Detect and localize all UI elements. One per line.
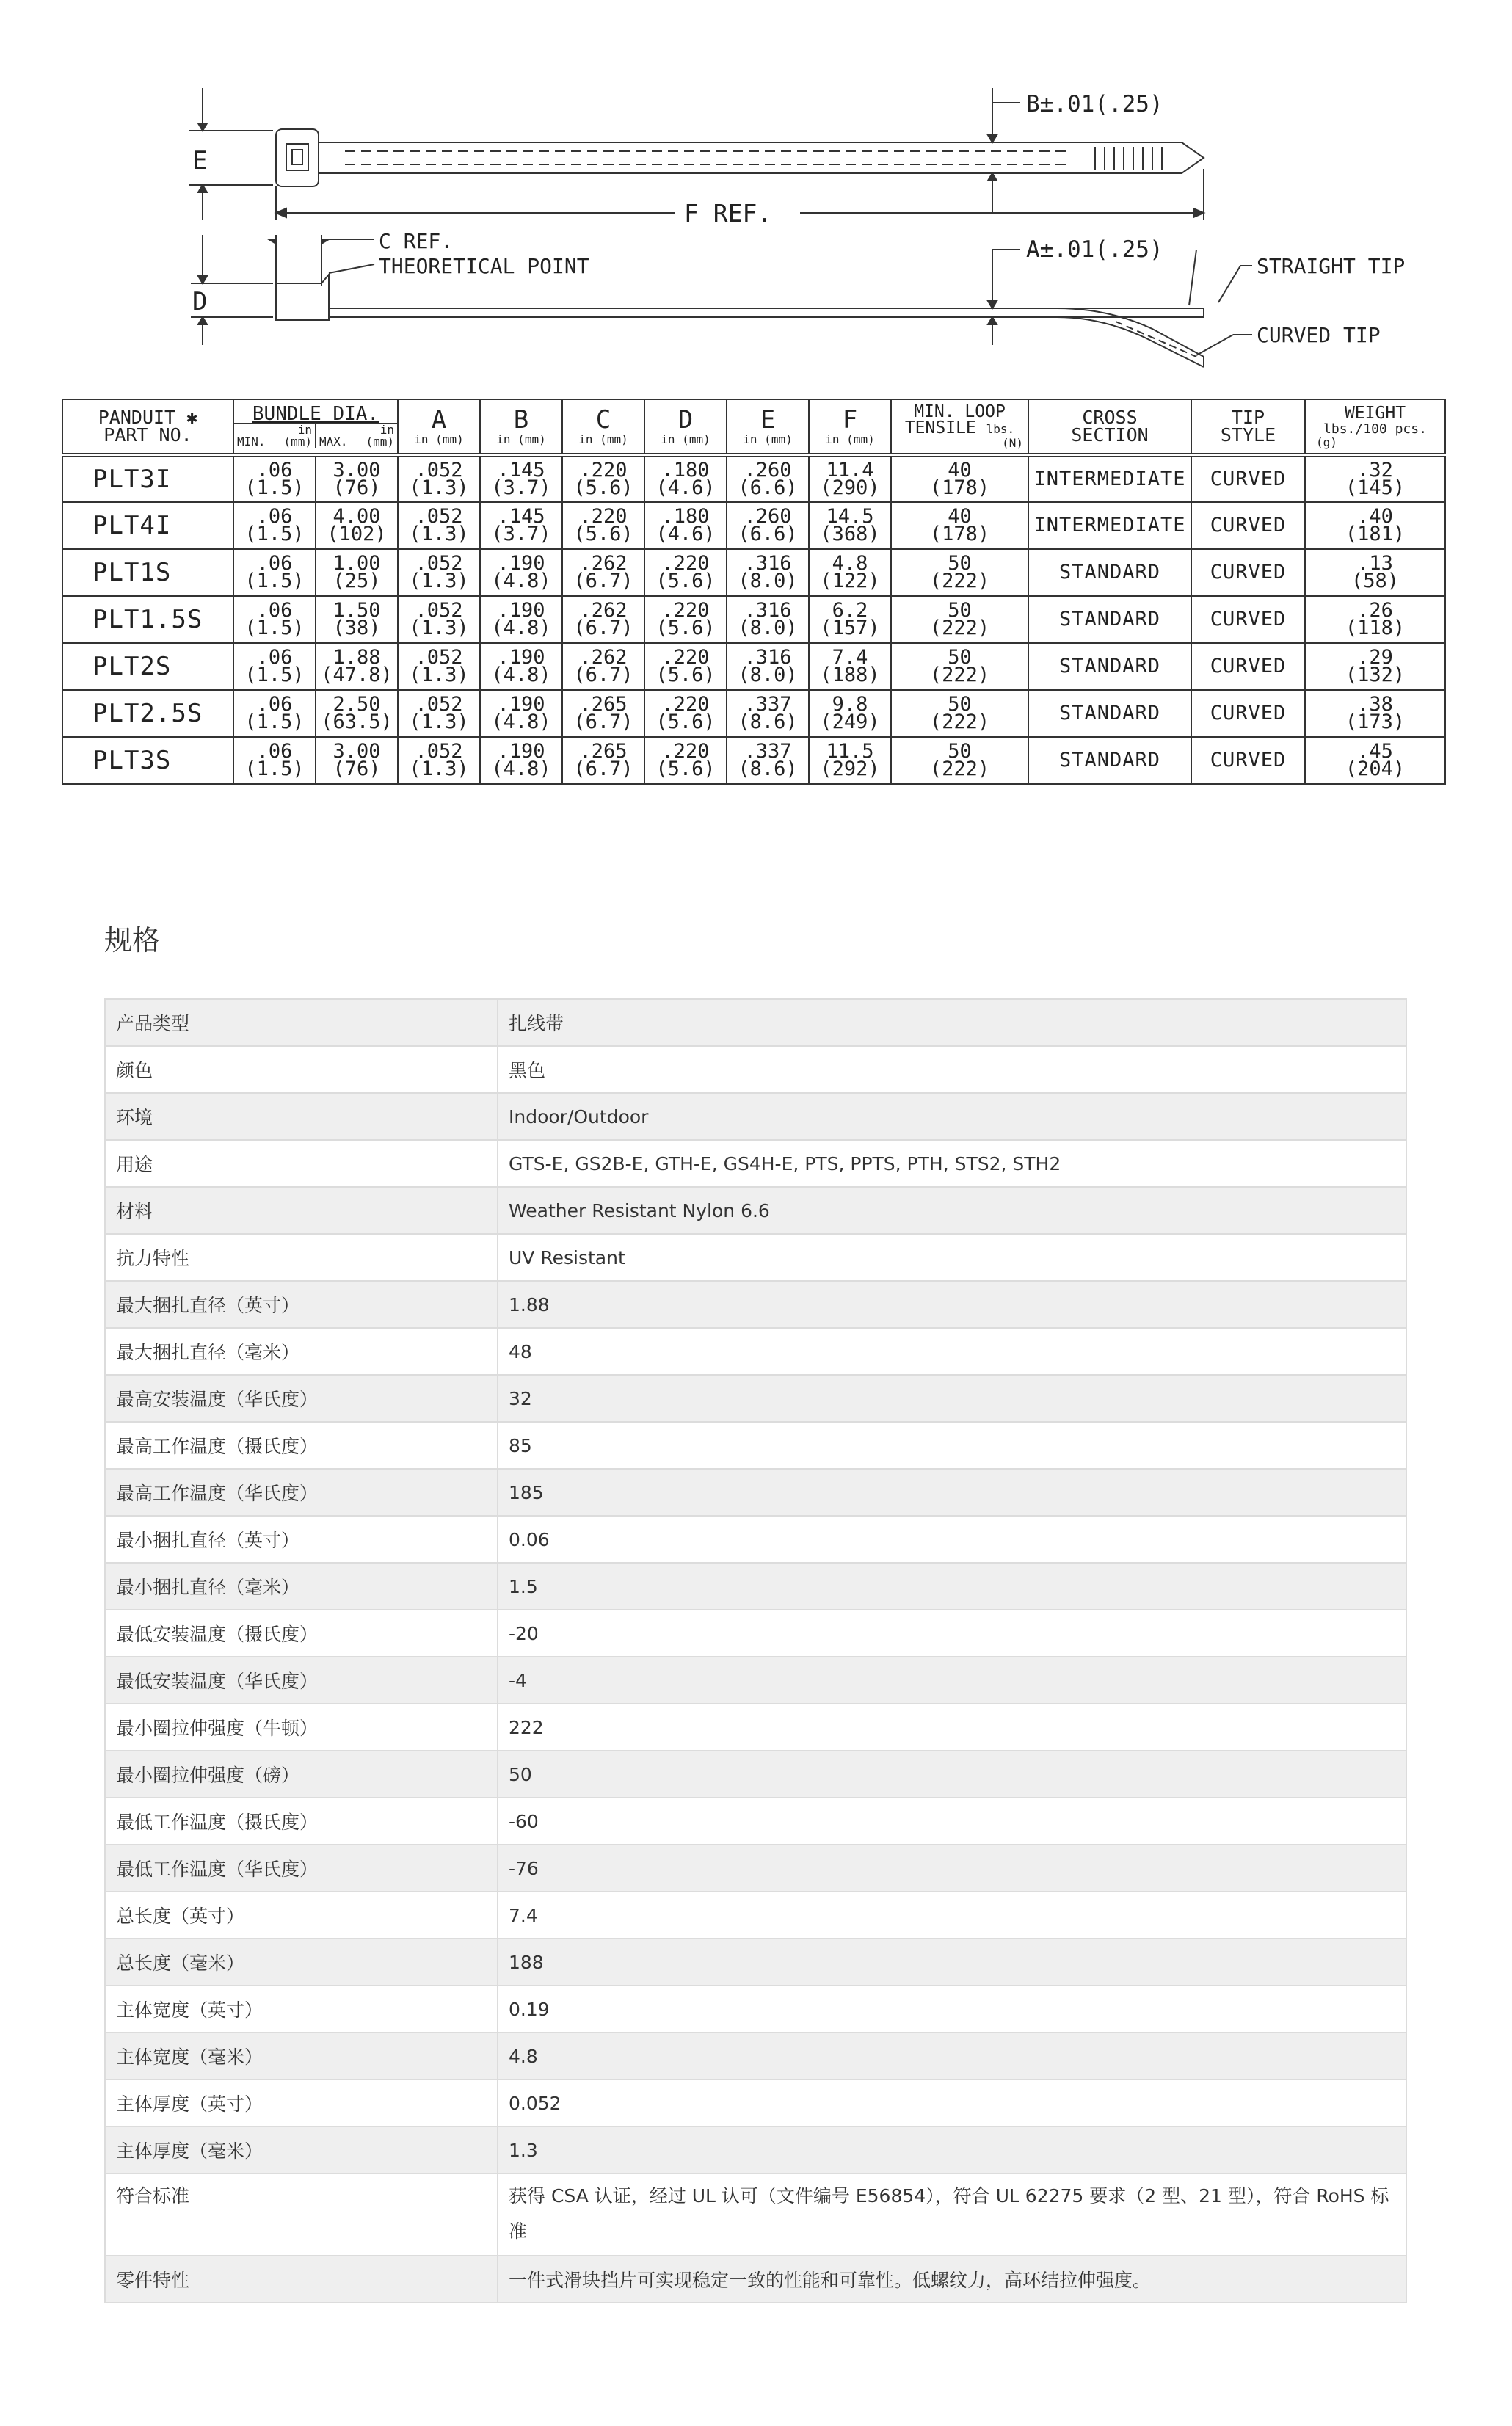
d-cell: .220 (5.6) [644,643,727,690]
f-cell: 6.2 (157) [809,596,891,643]
e-cell: .316 (8.0) [727,643,809,690]
table-row [105,1610,1406,1657]
spec-key: 最高工作温度（华氏度） [105,1469,498,1516]
spec-key: 最低安装温度（华氏度） [105,1657,498,1704]
d-cell: .180 (4.6) [644,455,727,502]
e-cell: .260 (6.6) [727,502,809,549]
table-row [62,549,1445,596]
f-cell: 11.5 (292) [809,737,891,784]
table-row [62,643,1445,690]
table-row [105,1704,1406,1751]
min-cell: .06 (1.5) [233,690,316,737]
c-cell: .265 (6.7) [562,737,644,784]
spec-key: 符合标准 [105,2173,498,2256]
e-cell: .260 (6.6) [727,455,809,502]
a-cell: .052 (1.3) [398,596,480,643]
header-b: B in (mm) [480,399,562,455]
spec-value: -76 [498,1845,1406,1892]
spec-value: 188 [498,1939,1406,1986]
b-cell: .190 (4.8) [480,643,562,690]
table-row [105,1046,1406,1093]
spec-key: 最小圈拉伸强度（牛顿） [105,1704,498,1751]
spec-key: 环境 [105,1093,498,1140]
tensile-cell: 50 (222) [891,737,1028,784]
spec-value: 0.19 [498,1986,1406,2033]
f-ref-label: F REF. [684,199,772,228]
a-cell: .052 (1.3) [398,549,480,596]
part-number-cell: PLT2.5S [62,690,233,737]
e-cell: .337 (8.6) [727,737,809,784]
spec-key: 零件特性 [105,2256,498,2303]
spec-key: 最大捆扎直径（毫米） [105,1328,498,1375]
table-row [105,2256,1406,2303]
d-cell: .220 (5.6) [644,737,727,784]
b-cell: .190 (4.8) [480,690,562,737]
tip-style-cell: CURVED [1191,737,1305,784]
max-cell: 1.50 (38) [316,596,398,643]
spec-value: 48 [498,1328,1406,1375]
spec-value: 32 [498,1375,1406,1422]
spec-value: 0.06 [498,1516,1406,1563]
table-row [62,455,1445,502]
table-row [105,1563,1406,1610]
table-row [105,1422,1406,1469]
spec-value: -20 [498,1610,1406,1657]
spec-key: 用途 [105,1140,498,1187]
tip-style-cell: CURVED [1191,549,1305,596]
spec-key: 总长度（毫米） [105,1939,498,1986]
spec-key: 最低工作温度（摄氏度） [105,1798,498,1845]
header-d: D in (mm) [644,399,727,455]
a-tolerance-label: A±.01(.25) [1026,236,1163,263]
max-cell: 2.50 (63.5) [316,690,398,737]
spec-key: 总长度（英寸） [105,1892,498,1939]
cross-section-cell: INTERMEDIATE [1028,455,1191,502]
b-cell: .145 (3.7) [480,502,562,549]
cross-section-cell: STANDARD [1028,690,1191,737]
tip-style-cell: CURVED [1191,643,1305,690]
theoretical-point-label: THEORETICAL POINT [379,254,589,278]
d-cell: .220 (5.6) [644,596,727,643]
spec-key: 主体宽度（英寸） [105,1986,498,2033]
part-number-table [62,399,1446,785]
table-row [62,690,1445,737]
tensile-cell: 50 (222) [891,596,1028,643]
header-a: A in (mm) [398,399,480,455]
c-cell: .262 (6.7) [562,643,644,690]
min-cell: .06 (1.5) [233,455,316,502]
tensile-cell: 50 (222) [891,690,1028,737]
weight-cell: .40 (181) [1305,502,1445,549]
header-tip-style: TIP STYLE [1191,399,1305,455]
spec-key: 抗力特性 [105,1234,498,1281]
spec-key: 最高工作温度（摄氏度） [105,1422,498,1469]
spec-key: 材料 [105,1187,498,1234]
spec-key: 产品类型 [105,999,498,1046]
spec-value: 222 [498,1704,1406,1751]
table-row [105,2127,1406,2173]
table-row [105,1845,1406,1892]
table-row [105,1469,1406,1516]
min-cell: .06 (1.5) [233,737,316,784]
min-cell: .06 (1.5) [233,596,316,643]
max-cell: 1.00 (25) [316,549,398,596]
spec-key: 主体宽度（毫米） [105,2033,498,2080]
table-row [105,1892,1406,1939]
spec-value: 一件式滑块挡片可实现稳定一致的性能和可靠性。低螺纹力，高环结拉伸强度。 [498,2256,1406,2303]
cross-section-cell: STANDARD [1028,596,1191,643]
cross-section-cell: STANDARD [1028,737,1191,784]
spec-value: 0.052 [498,2080,1406,2127]
part-number-cell: PLT4I [62,502,233,549]
c-cell: .265 (6.7) [562,690,644,737]
max-cell: 1.88 (47.8) [316,643,398,690]
part-number-cell: PLT2S [62,643,233,690]
curved-tip-label: CURVED TIP [1257,323,1381,347]
spec-key: 最小捆扎直径（毫米） [105,1563,498,1610]
b-tolerance-label: B±.01(.25) [1026,91,1163,117]
header-tensile: MIN. LOOP TENSILE lbs. (N) [891,399,1028,455]
header-f: F in (mm) [809,399,891,455]
spec-value: 185 [498,1469,1406,1516]
tip-style-cell: CURVED [1191,455,1305,502]
spec-key: 最大捆扎直径（英寸） [105,1281,498,1328]
d-cell: .220 (5.6) [644,549,727,596]
spec-value: UV Resistant [498,1234,1406,1281]
header-e: E in (mm) [727,399,809,455]
c-cell: .262 (6.7) [562,596,644,643]
spec-value: Indoor/Outdoor [498,1093,1406,1140]
table-row [105,1375,1406,1422]
c-cell: .262 (6.7) [562,549,644,596]
spec-table [104,998,1407,2303]
spec-value: 1.5 [498,1563,1406,1610]
f-cell: 14.5 (368) [809,502,891,549]
f-cell: 11.4 (290) [809,455,891,502]
d-label: D [192,287,208,316]
a-cell: .052 (1.3) [398,502,480,549]
tip-style-cell: CURVED [1191,596,1305,643]
spec-key: 最小捆扎直径（英寸） [105,1516,498,1563]
f-cell: 7.4 (188) [809,643,891,690]
table-row [105,999,1406,1046]
max-cell: 4.00 (102) [316,502,398,549]
weight-cell: .45 (204) [1305,737,1445,784]
tensile-cell: 40 (178) [891,455,1028,502]
table-row [105,1798,1406,1845]
spec-key: 最低工作温度（华氏度） [105,1845,498,1892]
weight-cell: .29 (132) [1305,643,1445,690]
table-row [62,502,1445,549]
spec-key: 最高安装温度（华氏度） [105,1375,498,1422]
table-row [105,1281,1406,1328]
tip-style-cell: CURVED [1191,502,1305,549]
spec-key: 最低安装温度（摄氏度） [105,1610,498,1657]
table-row [105,2080,1406,2127]
table-row [105,2173,1406,2256]
header-weight: WEIGHT lbs./100 pcs. (g) [1305,399,1445,455]
spec-title: 规格 [104,924,161,956]
table-row [105,1516,1406,1563]
weight-cell: .32 (145) [1305,455,1445,502]
c-ref-label: C REF. [379,229,454,253]
max-cell: 3.00 (76) [316,737,398,784]
part-number-cell: PLT3S [62,737,233,784]
header-c: C in (mm) [562,399,644,455]
table-row [62,596,1445,643]
spec-value: 1.88 [498,1281,1406,1328]
header-part-no: PANDUIT ✱ PART NO. [62,399,233,455]
tensile-cell: 50 (222) [891,643,1028,690]
spec-value: 4.8 [498,2033,1406,2080]
header-cross-section: CROSS SECTION [1028,399,1191,455]
spec-value: -4 [498,1657,1406,1704]
c-cell: .220 (5.6) [562,455,644,502]
f-cell: 9.8 (249) [809,690,891,737]
tip-style-cell: CURVED [1191,690,1305,737]
tensile-cell: 40 (178) [891,502,1028,549]
part-table-header [62,399,1445,455]
cable-tie-drawing [0,0,1512,396]
e-label: E [192,146,208,175]
b-cell: .190 (4.8) [480,596,562,643]
b-cell: .190 (4.8) [480,549,562,596]
min-cell: .06 (1.5) [233,643,316,690]
table-row [105,1751,1406,1798]
spec-value: 扎线带 [498,999,1406,1046]
a-cell: .052 (1.3) [398,643,480,690]
table-row [105,1328,1406,1375]
spec-value: 获得 CSA 认证，经过 UL 认可（文件编号 E56854），符合 UL 62275 要求（2 型、21 型），符合 RoHS 标准 [498,2173,1406,2256]
table-row [105,2033,1406,2080]
spec-key: 颜色 [105,1046,498,1093]
a-cell: .052 (1.3) [398,690,480,737]
table-row [105,1657,1406,1704]
part-number-cell: PLT1S [62,549,233,596]
cross-section-cell: INTERMEDIATE [1028,502,1191,549]
f-cell: 4.8 (122) [809,549,891,596]
min-cell: .06 (1.5) [233,549,316,596]
table-row [105,1939,1406,1986]
e-cell: .337 (8.6) [727,690,809,737]
spec-value: Weather Resistant Nylon 6.6 [498,1187,1406,1234]
spec-value: 7.4 [498,1892,1406,1939]
a-cell: .052 (1.3) [398,455,480,502]
cross-section-cell: STANDARD [1028,549,1191,596]
d-cell: .180 (4.6) [644,502,727,549]
spec-value: 50 [498,1751,1406,1798]
e-cell: .316 (8.0) [727,596,809,643]
max-cell: 3.00 (76) [316,455,398,502]
e-cell: .316 (8.0) [727,549,809,596]
table-row [105,1187,1406,1234]
b-cell: .145 (3.7) [480,455,562,502]
straight-tip-label: STRAIGHT TIP [1257,254,1406,278]
header-bundle-dia: BUNDLE DIA. in MIN. (mm) in MAX. (mm) [233,399,398,455]
weight-cell: .13 (58) [1305,549,1445,596]
part-number-cell: PLT1.5S [62,596,233,643]
weight-cell: .38 (173) [1305,690,1445,737]
spec-key: 主体厚度（毫米） [105,2127,498,2173]
weight-cell: .26 (118) [1305,596,1445,643]
min-cell: .06 (1.5) [233,502,316,549]
table-row [105,1234,1406,1281]
b-cell: .190 (4.8) [480,737,562,784]
d-cell: .220 (5.6) [644,690,727,737]
spec-key: 最小圈拉伸强度（磅） [105,1751,498,1798]
table-row [62,737,1445,784]
spec-value: 1.3 [498,2127,1406,2173]
part-number-cell: PLT3I [62,455,233,502]
table-row [105,1093,1406,1140]
table-row [105,1986,1406,2033]
tensile-cell: 50 (222) [891,549,1028,596]
spec-value: GTS-E, GS2B-E, GTH-E, GS4H-E, PTS, PPTS, PTH, STS2, STH2 [498,1140,1406,1187]
spec-value: 黑色 [498,1046,1406,1093]
cross-section-cell: STANDARD [1028,643,1191,690]
spec-value: 85 [498,1422,1406,1469]
a-cell: .052 (1.3) [398,737,480,784]
c-cell: .220 (5.6) [562,502,644,549]
spec-value: -60 [498,1798,1406,1845]
table-row [105,1140,1406,1187]
spec-key: 主体厚度（英寸） [105,2080,498,2127]
